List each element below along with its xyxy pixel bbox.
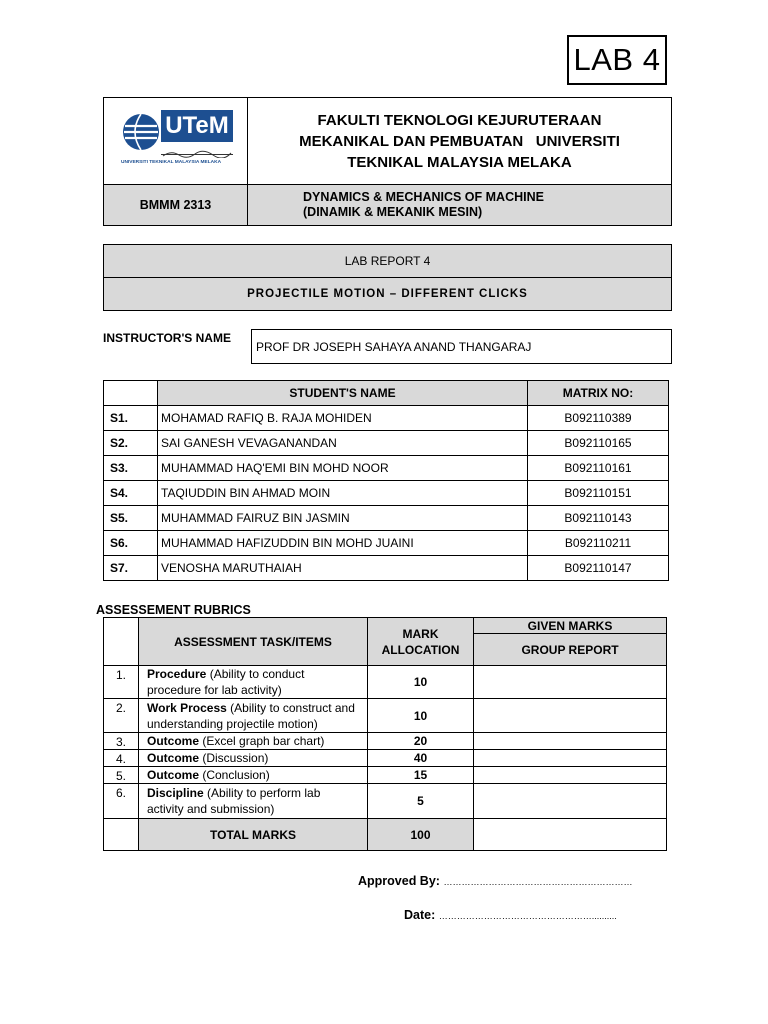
total-blank [104, 819, 139, 851]
rubric-task-title: Outcome [147, 768, 200, 782]
rubric-number: 6. [104, 784, 139, 819]
rubric-task [139, 784, 368, 819]
course-code: BMMM 2313 [104, 185, 248, 226]
rubric-given-marks[interactable] [474, 666, 667, 699]
student-row [104, 531, 669, 556]
student-name: MUHAMMAD FAIRUZ BIN JASMIN [158, 506, 528, 531]
rubric-task-title: Discipline [147, 786, 204, 800]
rubric-number: 4. [104, 750, 139, 767]
lab-report-subtitle: PROJECTILE MOTION – DIFFERENT CLICKS [104, 278, 672, 311]
student-name: MUHAMMAD HAQ'EMI BIN MOHD NOOR [158, 456, 528, 481]
approved-label: Approved By: [358, 874, 440, 888]
rubric-mark: 20 [368, 733, 474, 750]
student-matrix: B092110165 [528, 431, 669, 456]
rubric-number: 3. [104, 733, 139, 750]
rubric-number: 5. [104, 767, 139, 784]
instructor-name: PROF DR JOSEPH SAHAYA ANAND THANGARAJ [252, 330, 672, 364]
header-table [103, 97, 672, 226]
rubric-given-marks[interactable] [474, 784, 667, 819]
faculty-line-2: MEKANIKAL DAN PEMBUATAN UNIVERSITI [299, 132, 620, 150]
rubrics-title: ASSESSEMENT RUBRICS [96, 603, 251, 617]
student-row [104, 456, 669, 481]
students-header-blank [104, 381, 158, 406]
rubric-mark: 10 [368, 699, 474, 733]
rubric-given-marks[interactable] [474, 767, 667, 784]
student-matrix: B092110161 [528, 456, 669, 481]
faculty-title-cell [248, 98, 672, 185]
rubric-task-desc: (Excel graph bar chart) [199, 734, 325, 748]
student-row [104, 431, 669, 456]
rubric-mark: 15 [368, 767, 474, 784]
student-number: S6. [104, 531, 158, 556]
rubrics-header-task: ASSESSMENT TASK/ITEMS [139, 618, 368, 666]
total-value: 100 [368, 819, 474, 851]
student-matrix: B092110211 [528, 531, 669, 556]
rubric-task-title: Outcome [147, 751, 200, 765]
instructor-table [103, 329, 672, 364]
student-rows [104, 406, 669, 581]
rubric-row [104, 767, 667, 784]
student-name: MOHAMAD RAFIQ B. RAJA MOHIDEN [158, 406, 528, 431]
date-label: Date: [404, 908, 436, 922]
lab-report-title: LAB REPORT 4 [104, 245, 672, 278]
rubrics-header-blank [104, 618, 139, 666]
student-name: VENOSHA MARUTHAIAH [158, 556, 528, 581]
student-number: S3. [104, 456, 158, 481]
faculty-line-3: TEKNIKAL MALAYSIA MELAKA [347, 153, 572, 171]
student-row [104, 506, 669, 531]
student-name: SAI GANESH VEVAGANANDAN [158, 431, 528, 456]
rubric-given-marks[interactable] [474, 733, 667, 750]
lab-report-title-table [103, 244, 672, 311]
instructor-label: INSTRUCTOR'S NAME [103, 330, 252, 364]
rubric-given-marks[interactable] [474, 699, 667, 733]
student-matrix: B092110147 [528, 556, 669, 581]
total-label: TOTAL MARKS [139, 819, 368, 851]
lab-number-badge: LAB 4 [567, 35, 667, 85]
student-matrix: B092110143 [528, 506, 669, 531]
rubric-task [139, 699, 368, 733]
globe-icon [121, 112, 161, 152]
rubric-task-title: Procedure [147, 667, 207, 681]
rubric-row [104, 733, 667, 750]
student-number: S4. [104, 481, 158, 506]
approved-signature-line[interactable]: ……………………………………………………… [443, 877, 633, 887]
students-header-name: STUDENT'S NAME [158, 381, 528, 406]
rubric-rows [104, 666, 667, 819]
rubric-given-marks[interactable] [474, 750, 667, 767]
course-name-cell [248, 185, 672, 226]
rubric-row [104, 750, 667, 767]
rubrics-header-given: GIVEN MARKS [474, 618, 667, 634]
rubric-task-desc: (Ability to construct and understanding projectile motion) [147, 700, 355, 731]
rubric-task [139, 767, 368, 784]
date-row [404, 908, 617, 922]
students-table [103, 380, 669, 581]
rubric-task-desc: (Conclusion) [199, 768, 270, 782]
rubric-task [139, 750, 368, 767]
logo-wordmark: UTeM [161, 110, 233, 142]
logo-cell [104, 98, 248, 185]
date-line[interactable]: …………………………………………….......... [438, 911, 617, 921]
rubric-number: 1. [104, 666, 139, 699]
rubric-row [104, 784, 667, 819]
rubric-row [104, 666, 667, 699]
rubric-task-desc: (Ability to conduct procedure for lab activity) [147, 667, 305, 697]
course-name-line-2: (DINAMIK & MEKANIK MESIN) [303, 205, 483, 219]
rubric-task-desc: (Discussion) [199, 751, 269, 765]
student-number: S7. [104, 556, 158, 581]
student-matrix: B092110389 [528, 406, 669, 431]
utem-logo [121, 108, 236, 176]
total-given-marks[interactable] [474, 819, 667, 851]
student-row [104, 481, 669, 506]
student-name: TAQIUDDIN BIN AHMAD MOIN [158, 481, 528, 506]
rubrics-header-mark: MARK ALLOCATION [368, 618, 474, 666]
rubric-task-desc: (Ability to perform lab activity and submission) [147, 786, 321, 816]
student-number: S2. [104, 431, 158, 456]
rubric-row [104, 699, 667, 733]
students-header-matrix: MATRIX NO: [528, 381, 669, 406]
rubric-mark: 10 [368, 666, 474, 699]
student-name: MUHAMMAD HAFIZUDDIN BIN MOHD JUAINI [158, 531, 528, 556]
rubrics-table [103, 617, 667, 851]
rubrics-header-group: GROUP REPORT [474, 634, 667, 666]
course-name-line-1: DYNAMICS & MECHANICS OF MACHINE [303, 190, 544, 204]
rubric-task-title: Work Process [147, 700, 227, 715]
rubric-mark: 40 [368, 750, 474, 767]
student-number: S5. [104, 506, 158, 531]
rubric-mark: 5 [368, 784, 474, 819]
student-matrix: B092110151 [528, 481, 669, 506]
rubric-number: 2. [104, 699, 139, 733]
approved-by [358, 874, 632, 888]
logo-university-name: UNIVERSITI TEKNIKAL MALAYSIA MELAKA [121, 160, 222, 165]
rubric-task [139, 733, 368, 750]
rubric-task-title: Outcome [147, 734, 200, 748]
student-number: S1. [104, 406, 158, 431]
rubric-task [139, 666, 368, 699]
student-row [104, 556, 669, 581]
jawi-script-mark [161, 145, 233, 155]
faculty-line-1: FAKULTI TEKNOLOGI KEJURUTERAAN [317, 111, 602, 129]
student-row [104, 406, 669, 431]
